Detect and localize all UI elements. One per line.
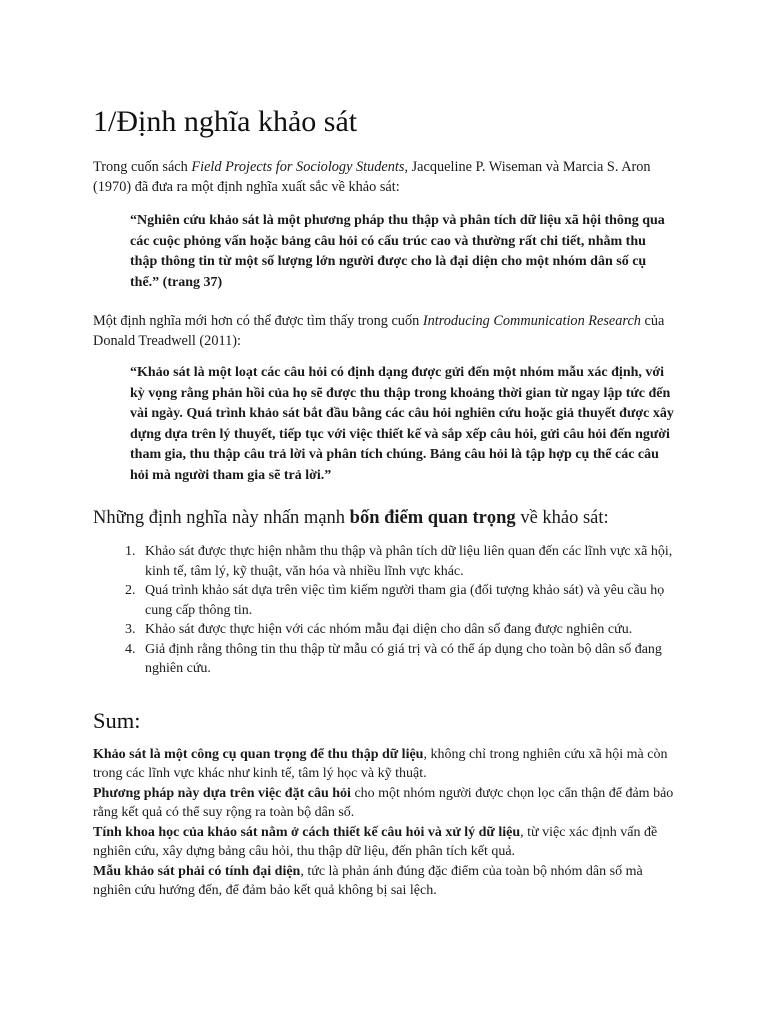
summary-rest: , từ việc xác định vấn đề nghiên cứu, xây dựng bảng câu hỏi, thu thập dữ liệu, đến phân tích kết quả.: [93, 824, 658, 859]
summary-rest: , không chỉ trong nghiên cứu xã hội mà còn trong các lĩnh vực khác như kinh tế, tâm lý học và kỹ thuật.: [93, 746, 668, 781]
summary-section: [93, 745, 676, 901]
summary-bold: Phương pháp này dựa trên việc đặt câu hỏi: [93, 785, 351, 801]
points-heading-bold: bốn điểm quan trọng: [349, 508, 516, 528]
list-item: 2. Quá trình khảo sát dựa trên việc tìm kiếm người tham gia (đối tượng khảo sát) và yêu cầu họ cung cấp thông tin.: [139, 581, 676, 620]
quote-block-2: “Khảo sát là một loạt các câu hỏi có định dạng được gửi đến một nhóm mẫu xác định, với kỳ vọng rằng phản hồi của họ sẽ được thu thập trong khoảng thời gian từ ngay lập tức đến vài ngày. Quá trình khảo sát bắt đầu bằng các câu hỏi nghiên cứu hoặc giả thuyết được xây dựng dựa trên lý thuyết, tiếp tục với việc thiết kế và sắp xếp câu hỏi, gửi câu hỏi đến người tham gia, thu thập câu trả lời và phân tích chúng. Bảng câu hỏi là tập hợp cụ thể các câu hỏi mà người tham gia sẽ trả lời.”: [130, 365, 674, 483]
page-title: 1/Định nghĩa khảo sát: [93, 105, 358, 138]
book-title-2: Introducing Communication Research: [422, 313, 641, 329]
list-item: 4. Giả định rằng thông tin thu thập từ mẫu có giá trị và có thể áp dụng cho toàn bộ dân số đang nghiên cứu.: [139, 640, 676, 679]
summary-rest: cho một nhóm người được chọn lọc cẩn thận để đảm bảo rằng kết quả có thể suy rộng ra toàn bộ dân số.: [93, 785, 674, 820]
summary-paragraph: [93, 784, 676, 823]
summary-rest: , tức là phản ánh đúng đặc điểm của toàn bộ nhóm dân số mà nghiên cứu hướng đến, để đảm bảo kết quả không bị sai lệch.: [93, 863, 643, 898]
intro-2-before: Một định nghĩa mới hơn có thể được tìm thấy trong cuốn: [93, 313, 423, 329]
intro-1-after: , Jacqueline P. Wiseman và Marcia S. Aron (1970) đã đưa ra một định nghĩa xuất sắc về khảo sát:: [93, 159, 651, 195]
list-item: 1. Khảo sát được thực hiện nhằm thu thập và phân tích dữ liệu liên quan đến các lĩnh vực xã hội, kinh tế, tâm lý, kỹ thuật, văn hóa và nhiều lĩnh vực khác.: [139, 542, 676, 581]
intro-2-after: của Donald Treadwell (2011):: [93, 313, 665, 349]
summary-bold: Tính khoa học của khảo sát nằm ở cách thiết kế câu hỏi và xử lý dữ liệu: [93, 824, 521, 840]
summary-paragraph: [93, 823, 676, 862]
quote-block-1: “Nghiên cứu khảo sát là một phương pháp thu thập và phân tích dữ liệu xã hội thông qua các cuộc phỏng vấn hoặc bảng câu hỏi có cấu trúc cao và thường rất chi tiết, nhằm thu thập thông tin từ một số lượng lớn người được cho là đại diện cho một nhóm dân số cụ thể.” (trang 37): [130, 213, 665, 290]
summary-heading: Sum:: [93, 707, 141, 733]
book-title-1: Field Projects for Sociology Students: [191, 159, 405, 175]
summary-paragraph: [93, 862, 676, 901]
summary-bold: Mẫu khảo sát phải có tính đại diện: [93, 863, 301, 879]
points-heading-before: Những định nghĩa này nhấn mạnh: [93, 508, 350, 528]
intro-paragraph-2: [93, 311, 676, 351]
intro-1-before: Trong cuốn sách: [93, 159, 192, 175]
points-heading: [93, 506, 676, 530]
key-points-list: [93, 542, 676, 679]
intro-paragraph-1: [93, 157, 676, 197]
summary-bold: Khảo sát là một công cụ quan trọng để thu thập dữ liệu: [93, 746, 424, 762]
list-item: 3. Khảo sát được thực hiện với các nhóm mẫu đại diện cho dân số đang được nghiên cứu.: [139, 620, 676, 640]
points-heading-after: về khảo sát:: [515, 508, 609, 528]
summary-paragraph: [93, 745, 676, 784]
